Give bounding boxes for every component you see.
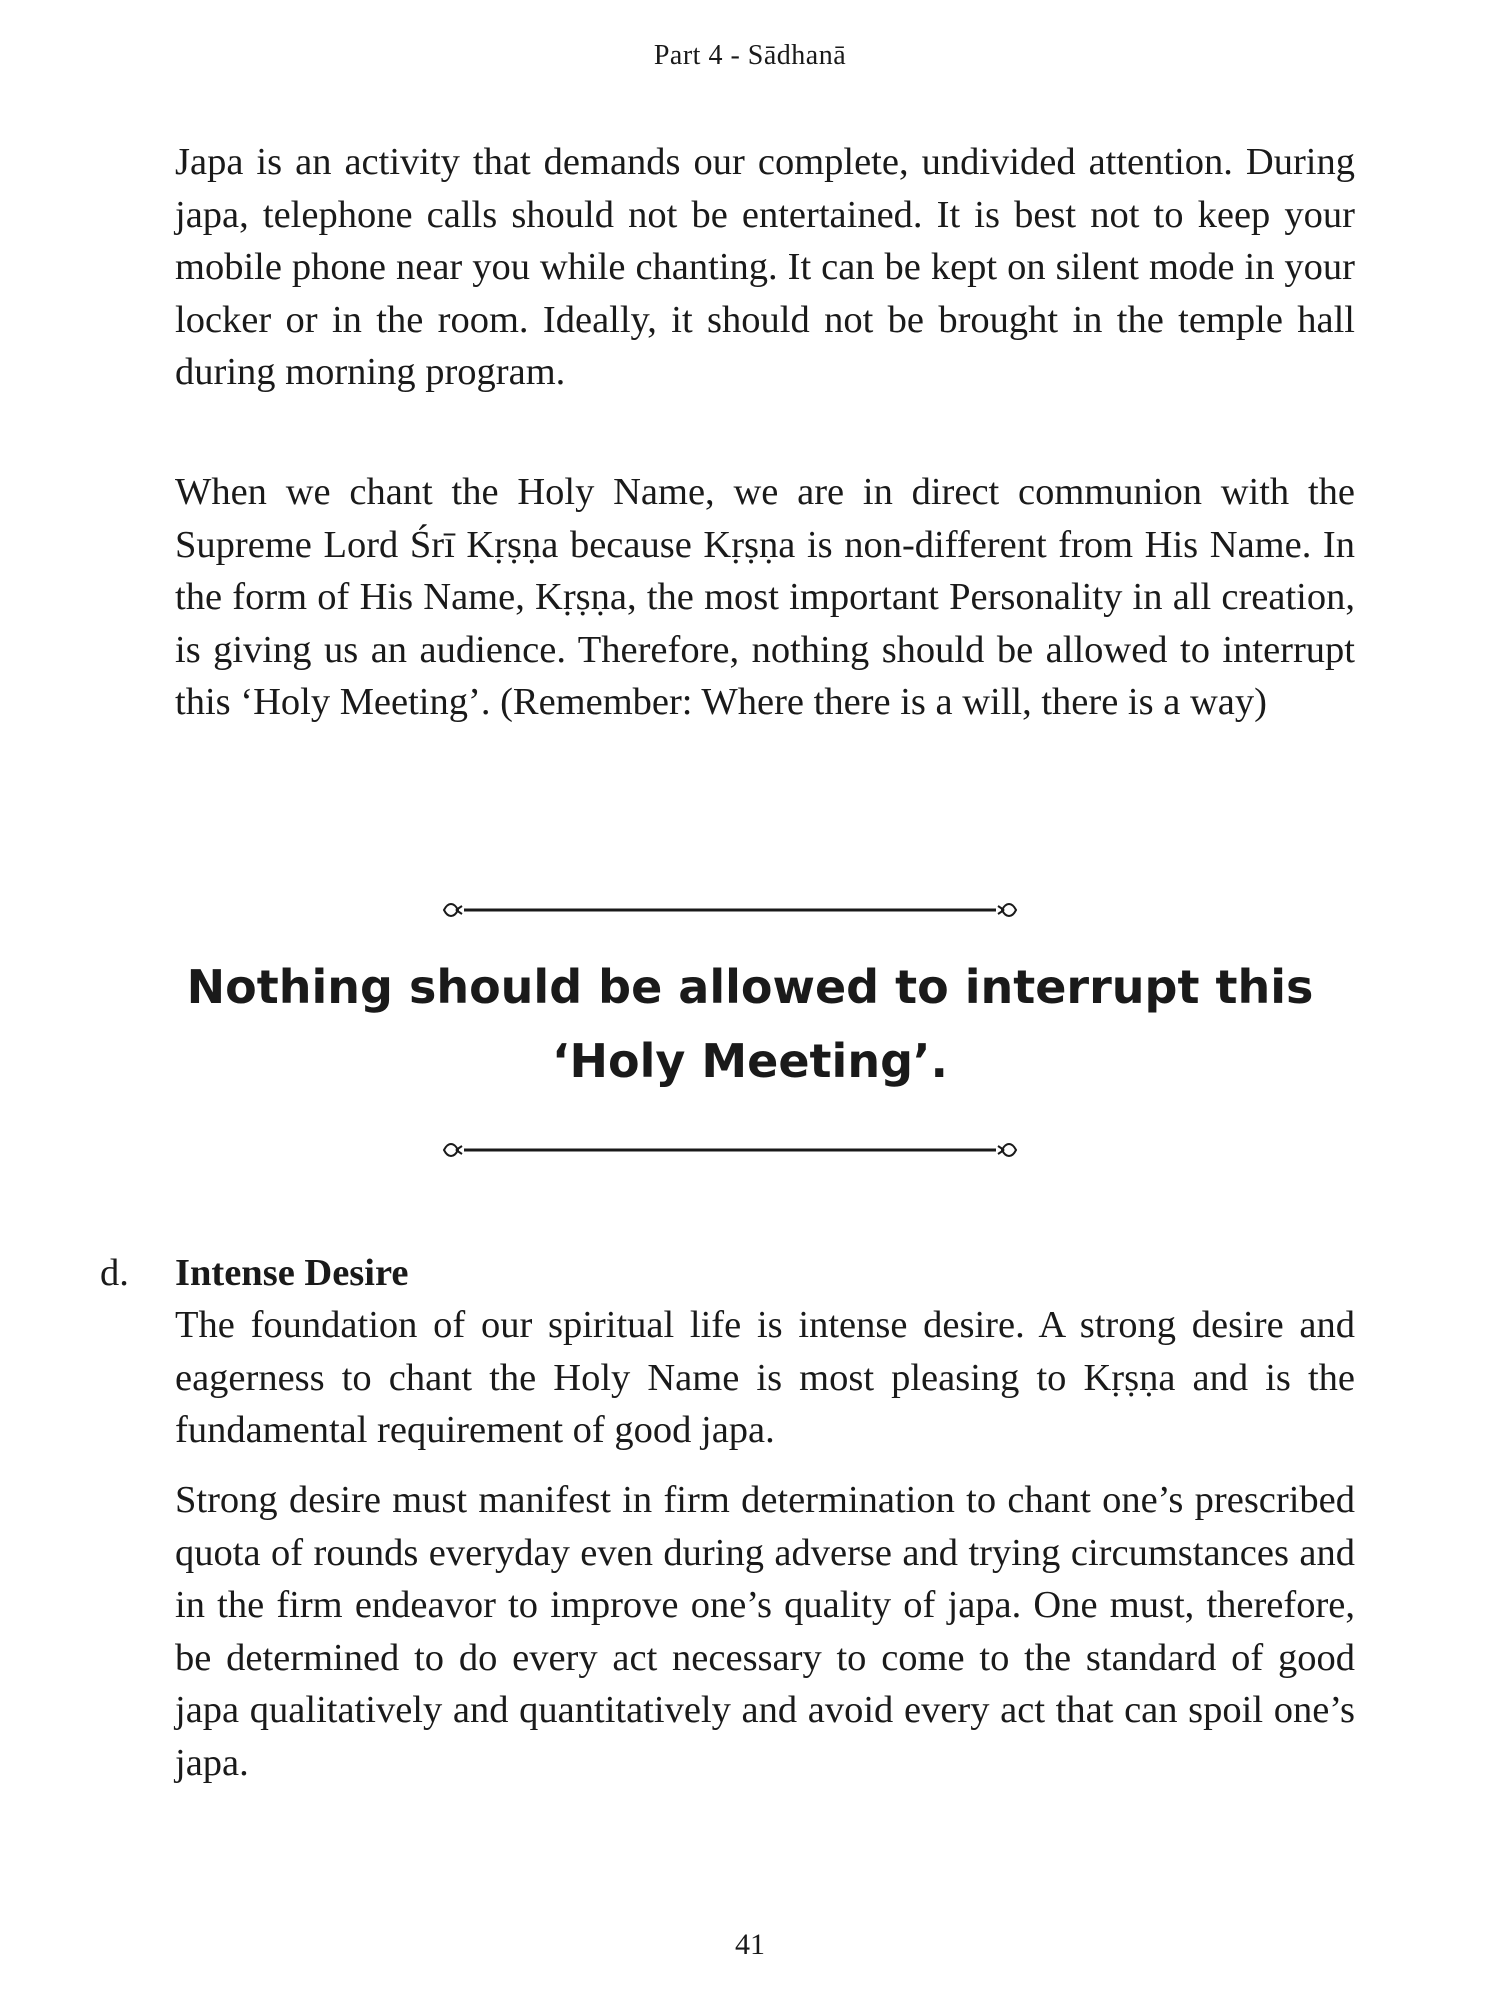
paragraph-japa-attention: Japa is an activity that demands our complete, undivided attention. During japa, telephone calls should not be entertained. It is best not to keep your mobile phone near you while chanting. It can be kept on silent mode in your locker or in the room. Ideally, it should not be brought in the temple hall during morning program. <box>175 141 1355 393</box>
page-number: 41 <box>735 1928 765 1961</box>
pull-quote <box>150 950 1350 1098</box>
ornamental-divider-top <box>440 898 1020 922</box>
section-marker: d. <box>100 1252 129 1294</box>
pull-quote-line-2: ‘Holy Meeting’. <box>552 1034 948 1088</box>
ornamental-divider-bottom <box>440 1138 1020 1162</box>
pull-quote-line-1: Nothing should be allowed to interrupt this <box>186 960 1314 1014</box>
section-heading-intense-desire: Intense Desire <box>175 1252 409 1294</box>
running-header: Part 4 - Sādhanā <box>653 40 847 71</box>
paragraph-holy-name-communion: When we chant the Holy Name, we are in direct communion with the Supreme Lord Śrī Kṛṣṇa because Kṛṣṇa is non-different from His Name. In the form of His Name, Kṛṣṇa, the most important Personality in all creation, is giving us an audience. Therefore, nothing should be allowed to interrupt this ‘Holy Meeting’. (Remember: Where there is a will, there is a way) <box>175 471 1355 723</box>
paragraph-foundation-desire: The foundation of our spiritual life is intense desire. A strong desire and eagerness to chant the Holy Name is most pleasing to Kṛṣṇa and is the fundamental requirement of good japa. <box>175 1304 1355 1451</box>
paragraph-firm-determination: Strong desire must manifest in firm determination to chant one’s prescribed quota of rounds everyday even during adverse and trying circumstances and in the firm endeavor to improve one’s quality of japa. One must, therefore, be determined to do every act necessary to come to the standard of good japa qualitatively and quantitatively and avoid every act that can spoil one’s japa. <box>175 1479 1355 1784</box>
